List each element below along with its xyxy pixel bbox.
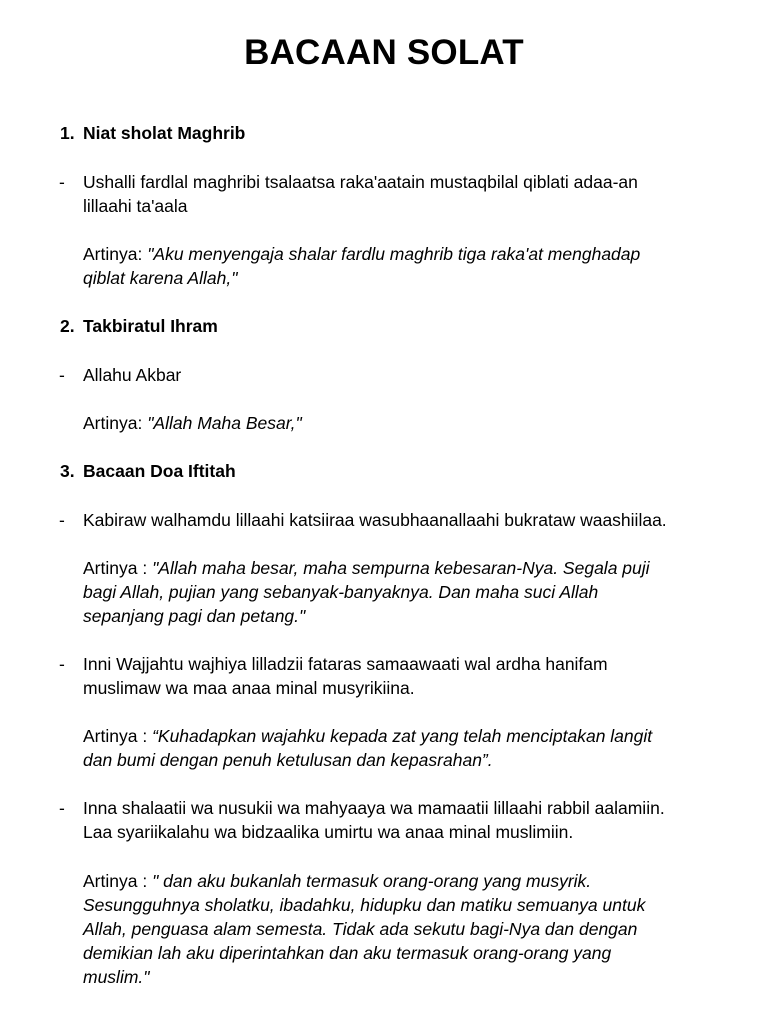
- text-line: Allahu Akbar: [83, 365, 182, 385]
- translation-line: " dan aku bukanlah termasuk orang-orang yang musyrik.: [152, 871, 592, 891]
- translation-line: demikian lah aku diperintahkan dan aku termasuk orang-orang yang: [83, 943, 612, 963]
- iftitah2-arabic-text: [83, 652, 743, 700]
- bullet-dash: -: [59, 172, 65, 192]
- translation-line: qiblat karena Allah,": [83, 268, 238, 288]
- takbir-arabic-text: [83, 363, 743, 387]
- section-number: 3.: [60, 461, 75, 481]
- niat-meaning-text: [83, 242, 743, 290]
- iftitah1-meaning-text: [83, 556, 743, 628]
- text-line: Inna shalaatii wa nusukii wa mahyaaya wa mamaatii lillaahi rabbil aalamiin.: [83, 798, 665, 818]
- takbir-meaning-text: [83, 411, 743, 435]
- section-title: Bacaan Doa Iftitah: [83, 461, 236, 481]
- translation-line: muslim.": [83, 967, 150, 987]
- artinya-label: Artinya :: [83, 726, 153, 746]
- translation-line: bagi Allah, pujian yang sebanyak-banyaknya. Dan maha suci Allah: [83, 582, 599, 602]
- iftitah1-arabic-text: [83, 508, 743, 532]
- bullet-dash: -: [59, 510, 65, 530]
- artinya-label: Artinya:: [83, 413, 148, 433]
- section-number: 2.: [60, 316, 75, 336]
- translation-line: sepanjang pagi dan petang.": [83, 606, 306, 626]
- niat-arabic-text: [83, 170, 743, 218]
- bullet-dash: -: [59, 365, 65, 385]
- section-heading-niat: [60, 121, 245, 145]
- translation-line: "Aku menyengaja shalar fardlu maghrib tiga raka'at menghadap: [147, 244, 641, 264]
- section-number: 1.: [60, 123, 75, 143]
- translation-line: "Allah maha besar, maha sempurna kebesaran-Nya. Segala puji: [152, 558, 650, 578]
- section-title: Takbiratul Ihram: [83, 316, 218, 336]
- artinya-label: Artinya:: [83, 244, 148, 264]
- section-heading-iftitah: [60, 459, 236, 483]
- translation-line: Allah, penguasa alam semesta. Tidak ada sekutu bagi-Nya dan dengan: [83, 919, 638, 939]
- text-line: Inni Wajjahtu wajhiya lilladzii fataras samaawaati wal ardha hanifam: [83, 654, 608, 674]
- text-line: Kabiraw walhamdu lillaahi katsiiraa wasubhaanallaahi bukrataw waashiilaa.: [83, 510, 667, 530]
- document-title: BACAAN SOLAT: [244, 33, 524, 72]
- translation-line: Sesungguhnya sholatku, ibadahku, hidupku dan matiku semuanya untuk: [83, 895, 646, 915]
- translation-line: dan bumi dengan penuh ketulusan dan kepasrahan”.: [83, 750, 493, 770]
- translation-line: "Allah Maha Besar,": [147, 413, 302, 433]
- text-line: Laa syariikalahu wa bidzaalika umirtu wa anaa minal muslimiin.: [83, 822, 574, 842]
- bullet-dash: -: [59, 798, 65, 818]
- section-title: Niat sholat Maghrib: [83, 123, 246, 143]
- artinya-label: Artinya :: [83, 871, 153, 891]
- section-heading-takbir: [60, 314, 218, 338]
- text-line: muslimaw wa maa anaa minal musyrikiina.: [83, 678, 415, 698]
- bullet-dash: -: [59, 654, 65, 674]
- iftitah3-meaning-text: [83, 869, 743, 989]
- text-line: Ushalli fardlal maghribi tsalaatsa raka'aatain mustaqbilal qiblati adaa-an: [83, 172, 638, 192]
- iftitah2-meaning-text: [83, 724, 743, 772]
- text-line: lillaahi ta'aala: [83, 196, 188, 216]
- artinya-label: Artinya :: [83, 558, 153, 578]
- translation-line: “Kuhadapkan wajahku kepada zat yang telah menciptakan langit: [152, 726, 653, 746]
- iftitah3-arabic-text: [83, 796, 743, 844]
